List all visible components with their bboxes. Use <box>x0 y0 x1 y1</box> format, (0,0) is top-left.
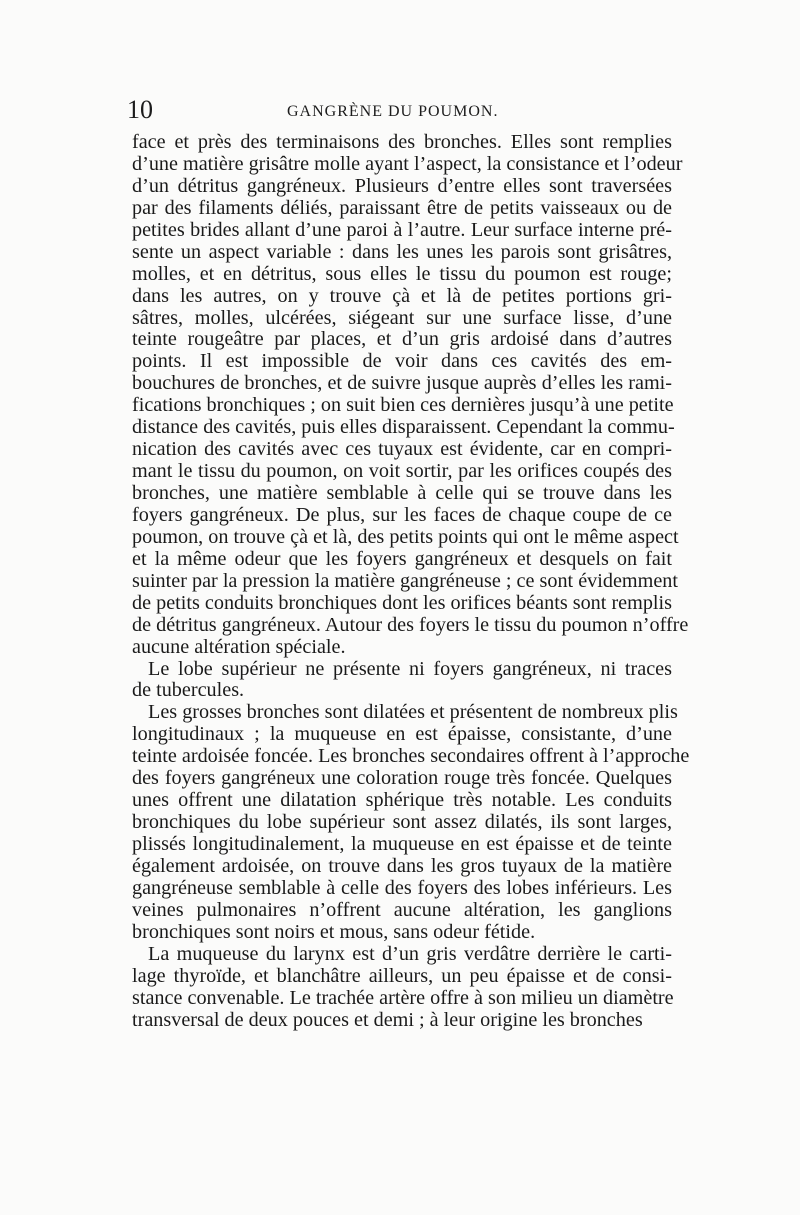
text-line: et la même odeur que les foyers gangréneux et desquels on fait <box>132 547 672 570</box>
text-line: lage thyroïde, et blanchâtre ailleurs, un peu épaisse et de consi- <box>132 964 672 987</box>
text-line: par des filaments déliés, paraissant être de petits vaisseaux ou de <box>132 196 672 219</box>
text-line: bronchiques du lobe supérieur sont assez dilatés, ils sont larges, <box>132 811 672 834</box>
text-line: bronches, une matière semblable à celle qui se trouve dans les <box>132 482 672 504</box>
text-line: également ardoisée, on trouve dans les gros tuyaux de la matière <box>132 854 672 877</box>
text-line: plissés longitudinalement, la muqueuse en est épaisse et de teinte <box>132 833 672 855</box>
paragraph <box>132 131 689 659</box>
text-line: aucune altération spéciale. <box>132 635 346 658</box>
text-line: veines pulmonaires n’offrent aucune altération, les ganglions <box>132 898 672 921</box>
text-line: points. Il est impossible de voir dans ces cavités des em- <box>132 350 672 373</box>
text-line: face et près des terminaisons des bronches. Elles sont remplies <box>132 131 672 153</box>
paragraph <box>132 944 672 1032</box>
text-line: de tubercules. <box>132 679 245 702</box>
text-line: poumon, on trouve çà et là, des petits points qui ont le même aspect <box>132 525 679 548</box>
page-number: 10 <box>127 95 153 124</box>
text-line: foyers gangréneux. De plus, sur les faces de chaque coupe de ce <box>132 503 672 526</box>
text-line: de détritus gangréneux. Autour des foyers le tissu du poumon n’offre <box>132 613 689 636</box>
text-line: bouchures de bronches, et de suivre jusque auprès d’elles les rami- <box>132 372 672 395</box>
text-line: sâtres, molles, ulcérées, siégeant sur une surface lisse, d’une <box>132 306 672 329</box>
text-line: molles, et en détritus, sous elles le tissu du poumon est rouge; <box>132 262 672 285</box>
text-line: sente un aspect variable : dans les unes les parois sont grisâtres, <box>132 240 672 263</box>
text-line: unes offrent une dilatation sphérique très notable. Les conduits <box>132 789 672 812</box>
text-line: de petits conduits bronchiques dont les orifices béants sont remplis <box>132 591 672 614</box>
text-line: dans les autres, on y trouve çà et là de petites portions gri- <box>132 284 672 307</box>
text-line: d’un détritus gangréneux. Plusieurs d’entre elles sont traversées <box>132 174 672 197</box>
page-header <box>127 96 671 128</box>
text-line: gangréneuse semblable à celle des foyers des lobes inférieurs. Les <box>132 876 672 899</box>
text-line: longitudinaux ; la muqueuse en est épaisse, consistante, d’une <box>132 723 672 746</box>
running-title: GANGRÈNE DU POUMON. <box>287 103 499 120</box>
text-line: La muqueuse du larynx est d’un gris verdâtre derrière le carti- <box>148 942 672 965</box>
text-line: mant le tissu du poumon, on voit sortir, par les orifices coupés des <box>132 460 672 483</box>
text-line: nication des cavités avec ces tuyaux est évidente, car en compri- <box>132 438 672 461</box>
text-line: bronchiques sont noirs et mous, sans odeur fétide. <box>132 920 536 943</box>
text-line: transversal de deux pouces et demi ; à leur origine les bronches <box>132 1008 643 1031</box>
text-line: Le lobe supérieur ne présente ni foyers gangréneux, ni traces <box>148 657 672 680</box>
text-line: stance convenable. Le trachée artère offre à son milieu un diamètre <box>132 986 674 1009</box>
text-line: teinte rougeâtre par places, et d’un gris ardoisé dans d’autres <box>132 328 672 351</box>
text-line: distance des cavités, puis elles disparaissent. Cependant la commu- <box>132 416 675 439</box>
text-line: des foyers gangréneux une coloration rouge très foncée. Quelques <box>132 767 672 790</box>
text-line: petites brides allant d’une paroi à l’autre. Leur surface interne pré- <box>132 218 672 241</box>
text-line: Les grosses bronches sont dilatées et présentent de nombreux plis <box>148 701 678 724</box>
text-line: teinte ardoisée foncée. Les bronches secondaires offrent à l’approche <box>132 745 690 768</box>
paragraph <box>132 659 672 703</box>
body-text <box>132 131 690 1031</box>
text-line: suinter par la pression la matière gangréneuse ; ce sont évidemment <box>132 569 678 592</box>
paragraph <box>132 701 690 943</box>
text-line: fications bronchiques ; on suit bien ces dernières jusqu’à une petite <box>132 394 674 417</box>
text-line: d’une matière grisâtre molle ayant l’aspect, la consistance et l’odeur <box>132 152 683 175</box>
